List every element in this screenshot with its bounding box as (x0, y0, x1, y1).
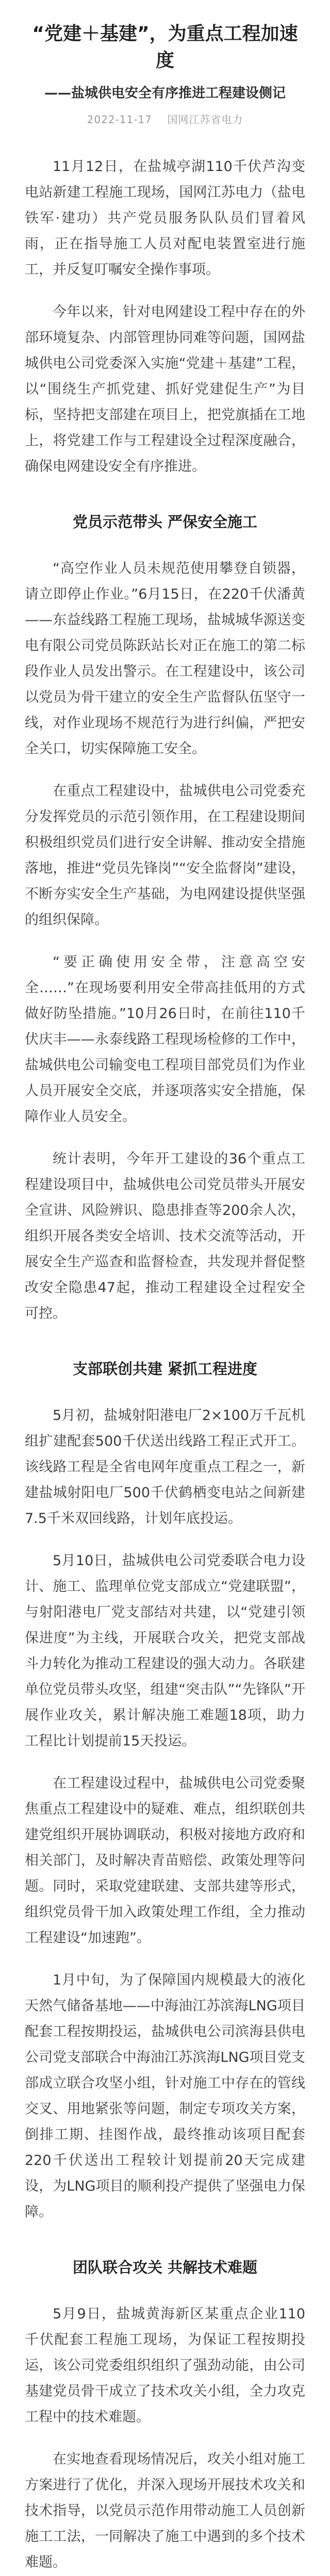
article-subtitle: ——盐城供电安全有序推进工程建设侧记 (44, 86, 286, 101)
section-paragraph: 统计表明，今年开工建设的36个重点工程建设项目中，盐城供电公司党员带头开展安全宣讲、风险辨识、隐患排查等200余人次，组织开展各类安全培训、技术交流等活动，开展安全生产巡查和监督检查，共发现并督促整改安全隐患47起，推动工程建设全过程安全可控。 (25, 1151, 305, 1321)
section-paragraph: 5月9日，盐城黄海新区某重点企业110千伏配套工程施工现场，为保证工程按期投运，该公司党委组织组织了强劲动能，由公司基建党员骨干成立了技术攻关小组，全力攻克工程中的技术难题。 (25, 2306, 305, 2425)
section-paragraph: 在实地查看现场情况后，攻关小组对施工方案进行了优化，并深入现场开展技术攻关和技术指导，以党员示范作用带动施工人员创新施工工法，一同解决了施工中遇到的多个技术难题。 (25, 2451, 305, 2570)
publish-date: 2022-11-17 (87, 113, 152, 126)
article-header (0, 0, 330, 126)
article-title: “党建＋基建”，为重点工程加速度 (32, 23, 298, 71)
section-paragraph: 在重点工程建设中，盐城供电公司党委充分发挥党员的示范引领作用，在工程建设期间积极组织党员们进行安全讲解、推动安全措施落地，推进“党员先锋岗”“安全监督岗”建设，不断夯实安全生产基础，为电网建设提供坚强的组织保障。 (25, 783, 305, 928)
section-paragraph: 1月中旬，为了保障国内规模最大的液化天然气储备基地——中海油江苏滨海LNG项目配套工程按期投运，盐城供电公司滨海县供电公司党支部联合中海油江苏滨海LNG项目党支部成立联合攻坚小组，针对施工中存在的管线交叉、用地紧张等问题，制定专项攻关方案，倒排工期、挂图作战，最终推动该项目配套220千伏送出工程较计划提前20天完成建设，为LNG项目的顺利投产提供了坚强电力保障。 (25, 1972, 305, 2220)
section-heading: 党员示范带头 严保安全施工 (72, 513, 258, 531)
intro-paragraph: 今年以来，针对电网建设工程中存在的外部环境复杂、内部管理协同难等问题，国网盐城供电公司党委深入实施“党建＋基建”工程，以“围绕生产抓党建、抓好党建促生产”为目标，坚持把支部建在项目上，把党旗插在工地上，将党建工作与工程建设全过程深度融合，确保电网建设安全有序推进。 (25, 304, 305, 474)
section-paragraph: 5月初，盐城射阳港电厂2×100万千瓦机组扩建配套500千伏送出线路工程正式开工。该线路工程是全省电网年度重点工程之一，新建盐城射阳电厂500千伏鹤栖变电站之间新建7.5千米双回线路，计划年底投运。 (25, 1408, 305, 1527)
article-body (0, 154, 330, 2576)
section-paragraph: 在工程建设过程中，盐城供电公司党委聚焦重点工程建设中的疑难、难点，组织联创共建党组织开展协调联动，积极对接地方政府和相关部门，及时解决青苗赔偿、政策处理等问题。同时，采取党建联建、支部共建等形式，组织党员骨干加入政策处理工作组，全力推动工程建设“加速跑”。 (25, 1775, 305, 1946)
section-heading: 支部联创共建 紧抓工程进度 (72, 1360, 258, 1378)
section-paragraph: “高空作业人员未规范使用攀登自锁器，请立即停止作业。”6月15日，在220千伏潘黄——东益线路工程施工现场，盐城城华源送变电有限公司党员陈跃站长对正在施工的第二标段作业人员发出警示。在工程建设中，该公司以党员为骨干建立的安全生产监督队伍坚守一线，对作业现场不规范行为进行纠偏，严把安全关口，切实保障施工安全。 (25, 561, 305, 757)
section-paragraph: “要正确使用安全带，注意高空安全……”在现场要利用安全带高挂低用的方式做好防坠措施。”10月26日时，在前往110千伏庆丰——永泰线路工程现场检修的工作中，盐城供电公司输变电工程项目部党员们为作业人员开展安全交底，并逐项落实安全措施，保障作业人员安全。 (25, 954, 305, 1125)
article-source: 国网江苏省电力 (167, 113, 243, 126)
section-heading: 团队联合攻关 共解技术难题 (72, 2259, 258, 2276)
section-paragraph: 5月10日，盐城供电公司党委联合电力设计、施工、监理单位党支部成立“党建联盟”，与射阳港电厂党支部结对共建，以“党建引领保进度”为主线，开展联合攻关，把党支部战斗力转化为推动工程建设的强大动力。各联建单位党员带头攻坚，组建“突击队”“先锋队”开展作业攻关，累计解决施工难题18项，助力工程比计划提前15天投运。 (25, 1553, 305, 1749)
article-meta (25, 111, 305, 126)
intro-paragraph: 11月12日，在盐城亭湖110千伏芦沟变电站新建工程施工现场，国网江苏电力（盐电铁军·建功）共产党员服务队队员们冒着风雨，正在指导施工人员对配电装置室进行施工，并反复叮嘱安全操作事项。 (25, 159, 305, 278)
